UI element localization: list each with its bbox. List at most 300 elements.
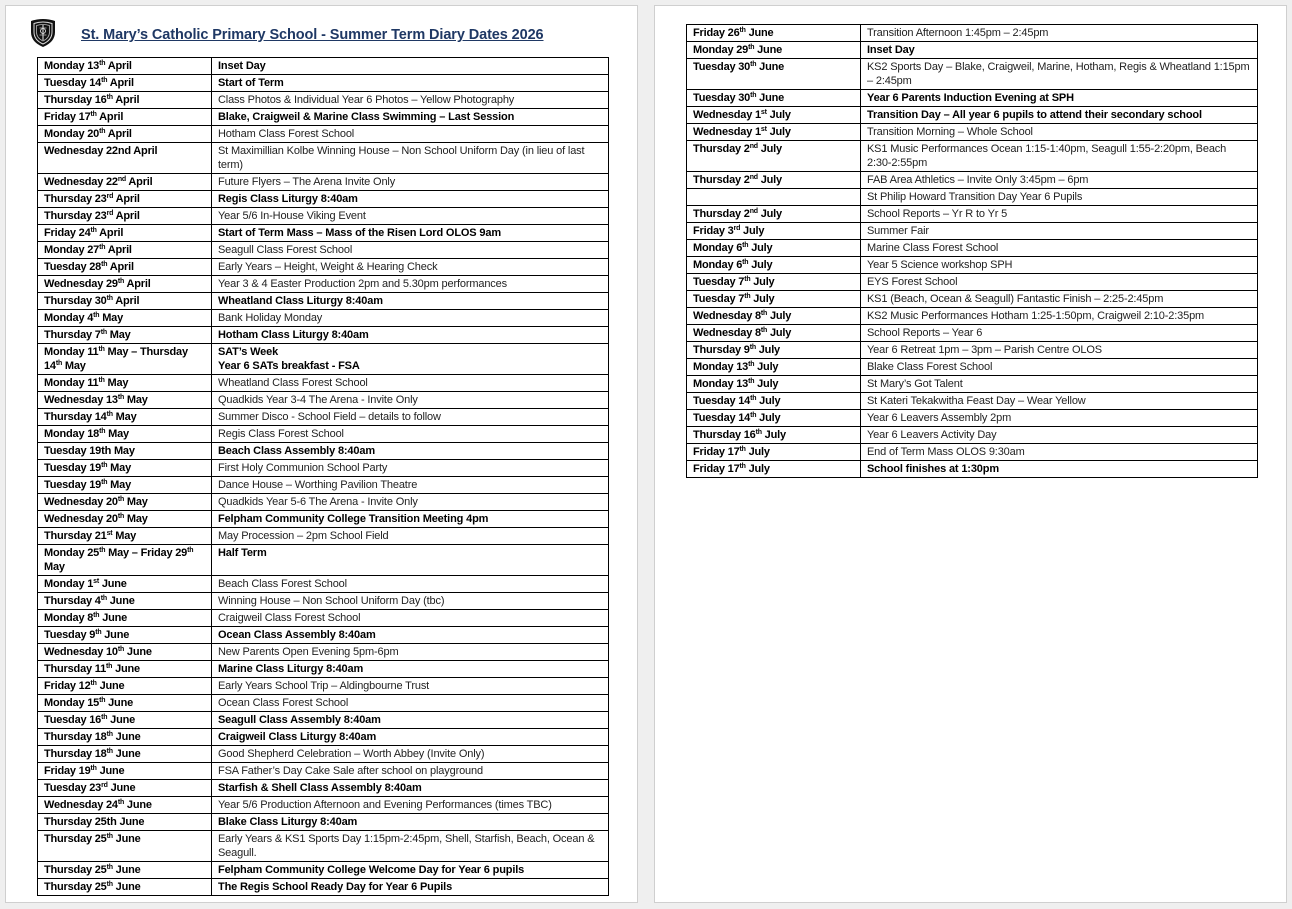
ordinal-suffix: rd	[106, 210, 114, 217]
date-text: April	[107, 77, 134, 89]
date-text: Thursday 25	[44, 833, 107, 845]
event-cell	[212, 644, 609, 661]
date-text: Friday 24	[44, 227, 91, 239]
date-text: Tuesday 14	[693, 395, 751, 407]
date-text: Monday 20	[44, 128, 100, 140]
date-text: Tuesday 7	[693, 293, 745, 305]
date-text: Wednesday 1	[693, 126, 761, 138]
date-text: July	[761, 429, 786, 441]
event-cell	[212, 610, 609, 627]
date-text: Thursday 2	[693, 208, 750, 220]
date-text: Tuesday 19th May	[44, 445, 135, 457]
date-cell	[687, 393, 861, 410]
date-text: April	[107, 261, 134, 273]
table-row	[38, 494, 609, 511]
event-cell	[212, 126, 609, 143]
date-cell	[38, 545, 212, 576]
table-row	[38, 610, 609, 627]
date-text: July	[754, 378, 779, 390]
table-row	[687, 444, 1258, 461]
date-text: June	[124, 799, 152, 811]
date-cell	[38, 511, 212, 528]
table-row	[38, 712, 609, 729]
date-cell	[38, 678, 212, 695]
date-text: April	[112, 295, 140, 307]
event-cell	[212, 831, 609, 862]
ordinal-suffix: th	[117, 513, 125, 520]
table-row	[38, 576, 609, 593]
date-cell	[38, 814, 212, 831]
document-page-1	[5, 5, 638, 903]
date-text: July	[754, 361, 779, 373]
ordinal-suffix: th	[101, 261, 108, 268]
ordinal-suffix: th	[55, 360, 63, 367]
event-cell	[212, 511, 609, 528]
ordinal-suffix: th	[750, 61, 757, 68]
event-text: KS1 (Beach, Ocean & Seagull) Fantastic Finish – 2:25-2:45pm	[867, 293, 1164, 305]
event-cell	[212, 225, 609, 242]
event-text: Early Years & KS1 Sports Day 1:15pm-2:45pm, Shell, Starfish, Beach, Ocean & Seagull.	[218, 833, 595, 859]
date-cell	[38, 109, 212, 126]
table-row	[38, 695, 609, 712]
date-text: May	[104, 377, 129, 389]
date-text: May	[112, 411, 137, 423]
table-row	[38, 126, 609, 143]
date-text: Monday 27	[44, 244, 100, 256]
date-text: Thursday 23	[44, 210, 107, 222]
event-text: Beach Class Assembly 8:40am	[218, 445, 375, 457]
table-row	[687, 291, 1258, 308]
date-text: May	[124, 496, 148, 508]
date-text: July	[740, 225, 765, 237]
ordinal-suffix: th	[99, 128, 106, 135]
date-cell	[38, 58, 212, 75]
event-text: Quadkids Year 3-4 The Arena - Invite Only	[218, 394, 418, 406]
date-cell	[38, 593, 212, 610]
date-text: Wednesday 8	[693, 310, 761, 322]
date-text: May	[106, 329, 131, 341]
event-cell	[861, 124, 1258, 141]
date-cell	[38, 143, 212, 174]
table-row	[687, 461, 1258, 478]
table-row	[38, 528, 609, 545]
table-row	[687, 223, 1258, 240]
table-row	[38, 409, 609, 426]
date-text: Thursday 14	[44, 411, 107, 423]
table-row	[38, 242, 609, 259]
event-text: School Reports – Yr R to Yr 5	[867, 208, 1008, 220]
date-text: April	[113, 193, 140, 205]
date-cell	[687, 240, 861, 257]
ordinal-suffix: th	[744, 276, 751, 283]
event-text: Winning House – Non School Uniform Day (tbc)	[218, 595, 445, 607]
date-text: July	[755, 344, 780, 356]
event-cell	[212, 242, 609, 259]
ordinal-suffix: th	[748, 44, 755, 51]
date-text: July	[748, 259, 773, 271]
event-cell	[212, 494, 609, 511]
table-row	[38, 780, 609, 797]
table-row	[38, 511, 609, 528]
event-text: SAT’s Week	[218, 346, 279, 358]
ordinal-suffix: th	[739, 446, 746, 453]
date-text: Tuesday 14	[44, 77, 102, 89]
date-text: Thursday 7	[44, 329, 101, 341]
event-text: KS2 Music Performances Hotham 1:25-1:50pm, Craigweil 2:10-2:35pm	[867, 310, 1205, 322]
date-cell	[687, 291, 861, 308]
date-text: Monday 4	[44, 312, 94, 324]
date-text: May	[44, 561, 65, 573]
date-cell	[38, 327, 212, 344]
date-text: Monday 6	[693, 259, 743, 271]
date-text: Tuesday 19	[44, 479, 102, 491]
event-text: Felpham Community College Transition Meeting 4pm	[218, 513, 489, 525]
event-cell	[212, 678, 609, 695]
event-text: Hotham Class Liturgy 8:40am	[218, 329, 369, 341]
event-text: FSA Father’s Day Cake Sale after school on playground	[218, 765, 483, 777]
event-cell	[212, 780, 609, 797]
date-cell	[38, 208, 212, 225]
date-text: Thursday 21	[44, 530, 107, 542]
table-row	[38, 310, 609, 327]
table-row	[38, 814, 609, 831]
table-row	[687, 359, 1258, 376]
table-row	[38, 729, 609, 746]
ordinal-suffix: th	[106, 295, 113, 302]
ordinal-suffix: th	[750, 412, 757, 419]
date-text: April	[105, 244, 132, 256]
table-row	[687, 410, 1258, 427]
table-row	[38, 797, 609, 814]
date-text: June	[107, 782, 136, 794]
date-text: Thursday 2	[693, 174, 750, 186]
date-text: June	[101, 629, 130, 641]
table-row	[38, 225, 609, 242]
date-text: Tuesday 16	[44, 714, 102, 726]
event-text: Starfish & Shell Class Assembly 8:40am	[218, 782, 422, 794]
event-text: Ocean Class Forest School	[218, 697, 349, 709]
date-cell	[38, 712, 212, 729]
table-row	[38, 426, 609, 443]
event-text: The Regis School Ready Day for Year 6 Pupils	[218, 881, 453, 893]
date-text: July	[757, 208, 782, 220]
event-cell	[212, 528, 609, 545]
ordinal-suffix: th	[760, 327, 768, 334]
event-cell	[212, 143, 609, 174]
event-text: Felpham Community College Welcome Day for Year 6 pupils	[218, 864, 525, 876]
date-text: May	[105, 428, 129, 440]
ordinal-suffix: th	[90, 680, 97, 687]
date-text: May	[107, 479, 131, 491]
date-cell	[38, 225, 212, 242]
event-cell	[861, 240, 1258, 257]
ordinal-suffix: th	[93, 612, 100, 619]
date-cell	[38, 729, 212, 746]
event-text: KS2 Sports Day – Blake, Craigweil, Marine, Hotham, Regis & Wheatland 1:15pm – 2:45pm	[867, 61, 1250, 87]
date-text: May	[124, 394, 148, 406]
date-text: Thursday 25	[44, 864, 107, 876]
date-text: July	[756, 395, 781, 407]
ordinal-suffix: rd	[101, 782, 108, 789]
event-cell	[212, 276, 609, 293]
event-text: Transition Afternoon 1:45pm – 2:45pm	[867, 27, 1049, 39]
date-text: June	[745, 27, 774, 39]
ordinal-suffix: th	[750, 395, 757, 402]
date-text: June	[112, 663, 140, 675]
date-cell	[38, 746, 212, 763]
event-text: Transition Morning – Whole School	[867, 126, 1033, 138]
date-text: Tuesday 7	[693, 276, 745, 288]
event-cell	[861, 90, 1258, 107]
event-text: Year 5/6 In-House Viking Event	[218, 210, 366, 222]
event-text: Seagull Class Forest School	[218, 244, 353, 256]
date-text: Monday 13	[693, 361, 749, 373]
event-cell	[212, 109, 609, 126]
event-cell	[861, 461, 1258, 478]
date-text: Tuesday 9	[44, 629, 96, 641]
event-cell	[212, 174, 609, 191]
date-cell	[38, 460, 212, 477]
date-cell	[38, 862, 212, 879]
table-row	[38, 644, 609, 661]
date-text: Thursday 11	[44, 663, 106, 675]
event-cell	[212, 191, 609, 208]
date-cell	[38, 276, 212, 293]
event-text: Marine Class Forest School	[867, 242, 999, 254]
ordinal-suffix: th	[117, 646, 125, 653]
ordinal-suffix: th	[100, 329, 107, 336]
event-cell	[212, 763, 609, 780]
date-cell	[38, 344, 212, 375]
event-cell	[861, 291, 1258, 308]
ordinal-suffix: th	[760, 310, 768, 317]
date-text: July	[757, 143, 782, 155]
event-cell	[212, 259, 609, 276]
table-row	[38, 477, 609, 494]
event-cell	[861, 223, 1258, 240]
event-cell	[212, 477, 609, 494]
ordinal-suffix: th	[106, 663, 113, 670]
date-cell	[687, 25, 861, 42]
date-cell	[38, 191, 212, 208]
date-cell	[687, 59, 861, 90]
table-row	[38, 831, 609, 862]
event-text: Quadkids Year 5-6 The Arena - Invite Only	[218, 496, 418, 508]
date-cell	[38, 494, 212, 511]
date-cell	[38, 409, 212, 426]
table-row	[687, 172, 1258, 189]
date-cell	[687, 427, 861, 444]
table-row	[38, 259, 609, 276]
event-cell	[212, 344, 609, 375]
event-text: School Reports – Year 6	[867, 327, 983, 339]
date-text: Thursday 2	[693, 143, 750, 155]
table-row	[38, 460, 609, 477]
event-text: Wheatland Class Forest School	[218, 377, 368, 389]
document-header	[29, 18, 544, 48]
event-cell	[212, 443, 609, 460]
event-cell	[212, 92, 609, 109]
event-text: Early Years – Height, Weight & Hearing Check	[218, 261, 438, 273]
date-cell	[38, 174, 212, 191]
table-row	[687, 124, 1258, 141]
date-text: Friday 12	[44, 680, 91, 692]
event-cell	[212, 862, 609, 879]
ordinal-suffix: th	[106, 94, 113, 101]
ordinal-suffix: th	[90, 227, 97, 234]
table-row	[38, 678, 609, 695]
date-cell	[687, 461, 861, 478]
ordinal-suffix: th	[106, 864, 113, 871]
date-text: July	[745, 463, 770, 475]
date-text: June	[112, 731, 141, 743]
event-cell	[212, 627, 609, 644]
ordinal-suffix: th	[101, 77, 108, 84]
date-text: Tuesday 30	[693, 61, 751, 73]
date-text: Monday 15	[44, 697, 100, 709]
table-row	[38, 392, 609, 409]
date-cell	[38, 528, 212, 545]
event-text: St Philip Howard Transition Day Year 6 Pupils	[867, 191, 1083, 203]
event-text: Year 6 Leavers Assembly 2pm	[867, 412, 1012, 424]
event-cell	[861, 359, 1258, 376]
ordinal-suffix: th	[117, 496, 125, 503]
event-text: Marine Class Liturgy 8:40am	[218, 663, 364, 675]
table-row	[687, 25, 1258, 42]
table-row	[38, 661, 609, 678]
event-text: Year 6 Parents Induction Evening at SPH	[867, 92, 1074, 104]
date-text: May – Friday 29	[105, 547, 188, 559]
date-text: Monday 25	[44, 547, 100, 559]
date-cell	[687, 308, 861, 325]
date-cell	[38, 644, 212, 661]
table-row	[38, 763, 609, 780]
event-text: Transition Day – All year 6 pupils to attend their secondary school	[867, 109, 1202, 121]
ordinal-suffix: th	[742, 242, 749, 249]
date-text: July	[757, 174, 782, 186]
table-row	[687, 59, 1258, 90]
table-row	[687, 141, 1258, 172]
date-text: Monday 11	[44, 346, 99, 358]
event-cell	[212, 392, 609, 409]
event-cell	[212, 879, 609, 896]
table-row	[38, 208, 609, 225]
ordinal-suffix: th	[106, 833, 113, 840]
date-cell	[38, 661, 212, 678]
date-text: Monday 13	[693, 378, 749, 390]
date-text: Tuesday 14	[693, 412, 751, 424]
event-text: Ocean Class Assembly 8:40am	[218, 629, 376, 641]
event-cell	[861, 141, 1258, 172]
date-cell	[687, 124, 861, 141]
date-text: Wednesday 20	[44, 513, 118, 525]
date-text: Monday 6	[693, 242, 743, 254]
date-text: Wednesday 10	[44, 646, 118, 658]
event-text: Year 5 Science workshop SPH	[867, 259, 1013, 271]
date-text: Thursday 25	[44, 881, 107, 893]
event-text: Early Years School Trip – Aldingbourne Trust	[218, 680, 430, 692]
ordinal-suffix: th	[98, 346, 105, 353]
ordinal-suffix: st	[760, 126, 767, 133]
date-cell	[687, 141, 861, 172]
ordinal-suffix: rd	[106, 193, 114, 200]
date-text: April	[105, 128, 132, 140]
date-text: Friday 17	[44, 111, 91, 123]
date-cell	[687, 274, 861, 291]
ordinal-suffix: nd	[749, 174, 758, 181]
date-text: June	[96, 680, 125, 692]
event-cell	[212, 293, 609, 310]
event-cell	[212, 310, 609, 327]
table-row	[687, 240, 1258, 257]
event-text: Year 6 Retreat 1pm – 3pm – Parish Centre OLOS	[867, 344, 1102, 356]
date-text: June	[112, 748, 141, 760]
event-cell	[861, 172, 1258, 189]
date-cell	[38, 780, 212, 797]
table-row	[38, 375, 609, 392]
date-text: Tuesday 30	[693, 92, 751, 104]
event-cell	[212, 75, 609, 92]
event-text: Year 3 & 4 Easter Production 2pm and 5.30pm performances	[218, 278, 507, 290]
table-row	[687, 107, 1258, 124]
ordinal-suffix: th	[117, 278, 125, 285]
date-text: June	[112, 833, 141, 845]
table-row	[687, 325, 1258, 342]
date-cell	[687, 107, 861, 124]
date-text: Thursday 9	[693, 344, 750, 356]
table-row	[38, 327, 609, 344]
ordinal-suffix: nd	[749, 143, 758, 150]
event-text: Craigweil Class Forest School	[218, 612, 361, 624]
date-cell	[38, 576, 212, 593]
table-row	[38, 627, 609, 644]
table-row	[38, 174, 609, 191]
event-cell	[212, 712, 609, 729]
date-text: Friday 3	[693, 225, 734, 237]
date-cell	[38, 310, 212, 327]
date-text: Thursday 18	[44, 731, 107, 743]
event-text: Seagull Class Assembly 8:40am	[218, 714, 381, 726]
event-cell	[861, 274, 1258, 291]
event-cell	[861, 393, 1258, 410]
event-text: Blake, Craigweil & Marine Class Swimming – Last Session	[218, 111, 515, 123]
ordinal-suffix: th	[106, 731, 113, 738]
date-text: July	[767, 310, 792, 322]
date-text: Thursday 16	[44, 94, 107, 106]
date-cell	[687, 206, 861, 223]
date-text: July	[748, 242, 773, 254]
event-text: Summer Disco - School Field – details to follow	[218, 411, 441, 423]
event-text: Half Term	[218, 547, 267, 559]
event-text: Class Photos & Individual Year 6 Photos – Yellow Photography	[218, 94, 515, 106]
date-text: July	[766, 109, 791, 121]
date-text: Friday 17	[693, 463, 740, 475]
table-row	[38, 293, 609, 310]
event-text: Inset Day	[218, 60, 266, 72]
date-text: April	[124, 278, 151, 290]
date-cell	[38, 259, 212, 276]
ordinal-suffix: st	[93, 578, 99, 585]
date-text: Wednesday 29	[44, 278, 118, 290]
event-cell	[861, 376, 1258, 393]
date-cell	[38, 75, 212, 92]
table-row	[687, 189, 1258, 206]
event-cell	[212, 695, 609, 712]
date-text: Tuesday 28	[44, 261, 102, 273]
event-cell	[212, 661, 609, 678]
date-cell	[687, 189, 861, 206]
event-text: Regis Class Forest School	[218, 428, 344, 440]
